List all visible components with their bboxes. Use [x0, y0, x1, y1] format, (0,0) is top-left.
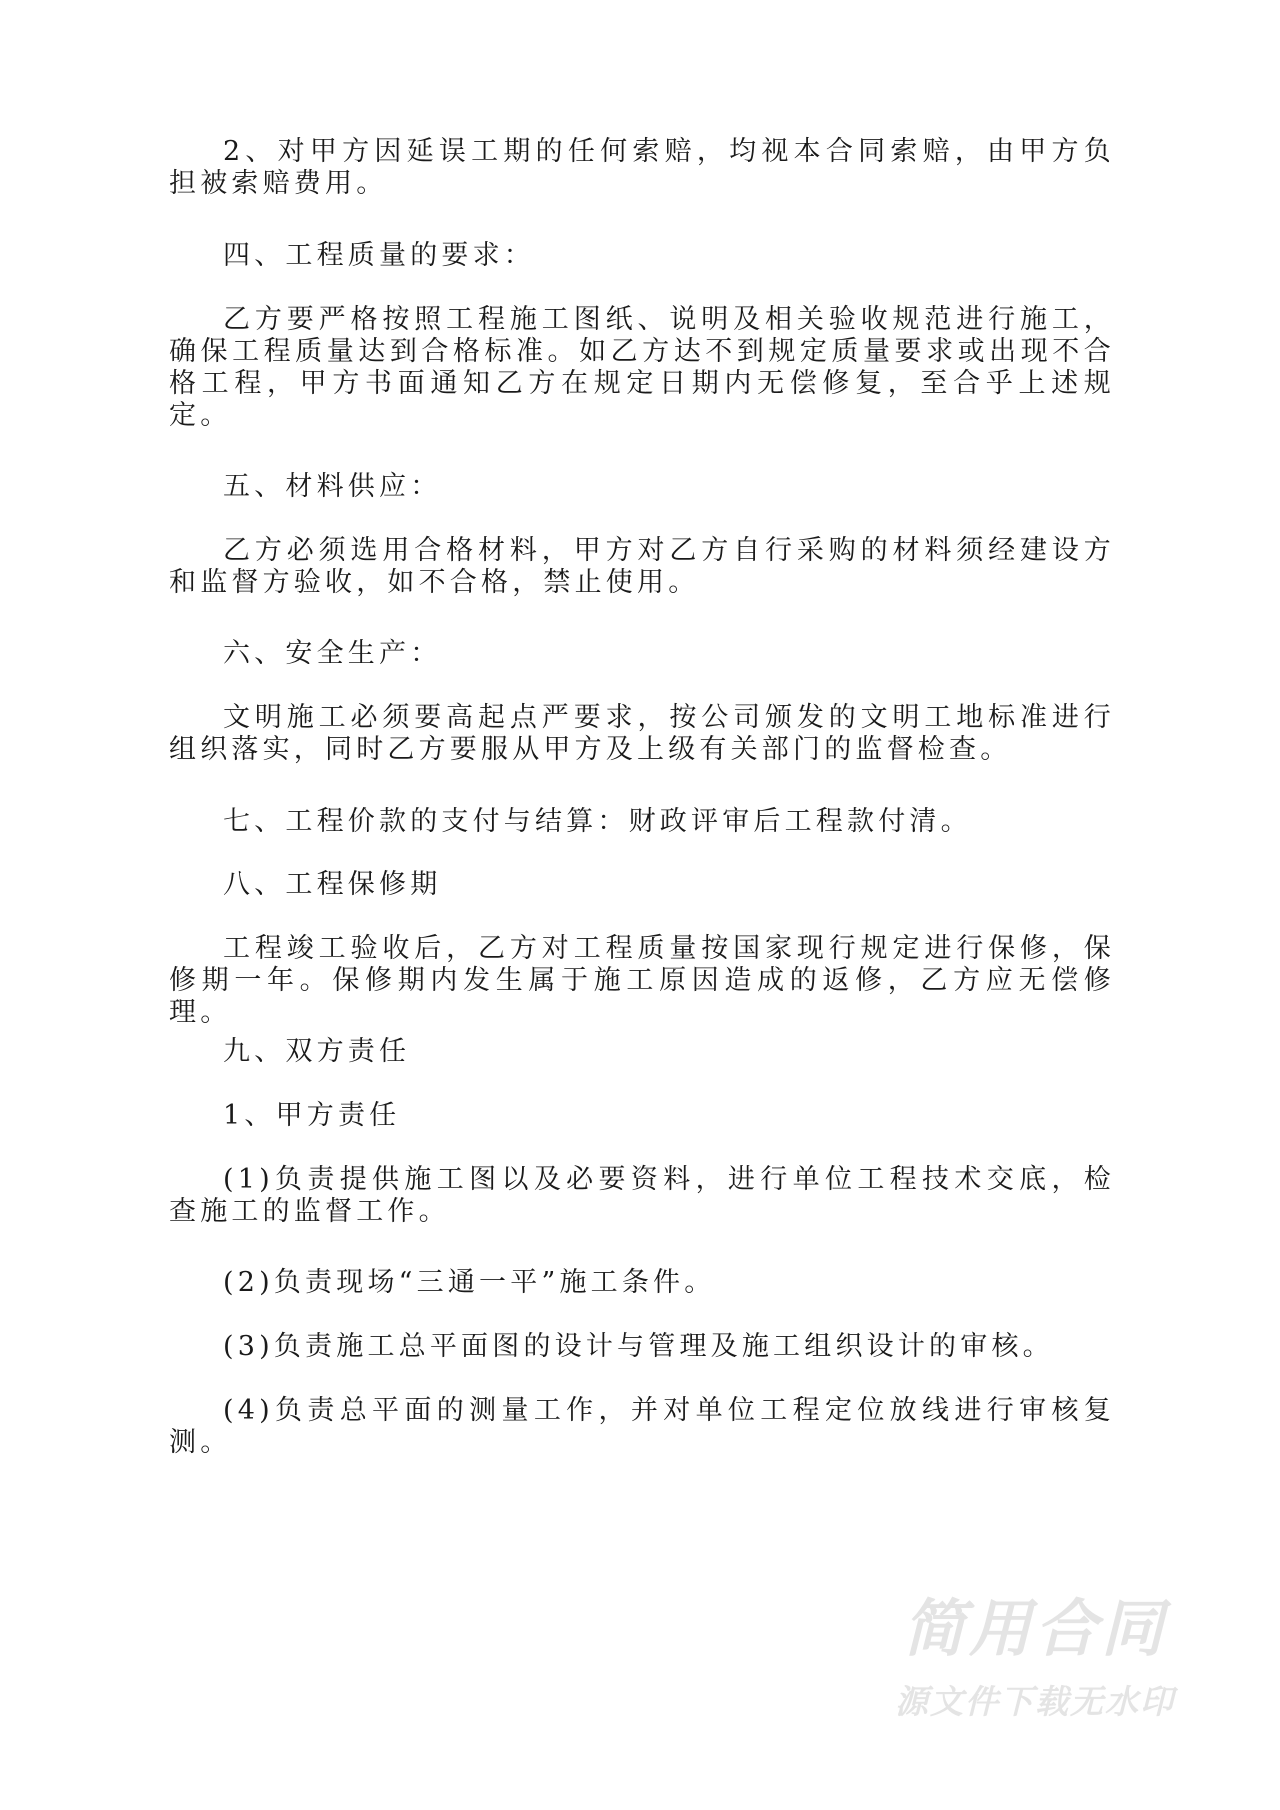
list-item-party-a-2: (2)负责现场“三通一平”施工条件。: [223, 1267, 716, 1298]
paragraph-section-6: 文明施工必须要高起点严要求，按公司颁发的文明工地标准进行组织落实，同时乙方要服从甲方及上级有关部门的监督检查。: [169, 702, 1115, 765]
paragraph-claim-2: 2、对甲方因延误工期的任何索赔，均视本合同索赔，由甲方负担被索赔费用。: [169, 136, 1115, 199]
paragraph-section-7: 七、工程价款的支付与结算：财政评审后工程款付清。: [223, 806, 972, 837]
heading-section-9: 九、双方责任: [223, 1036, 411, 1067]
heading-party-a: 1、甲方责任: [223, 1100, 401, 1131]
list-item-party-a-1: (1)负责提供施工图以及必要资料，进行单位工程技术交底，检查施工的监督工作。: [169, 1164, 1115, 1227]
watermark: [885, 1594, 1185, 1722]
heading-section-6: 六、安全生产：: [223, 638, 442, 669]
paragraph-section-5: 乙方必须选用合格材料，甲方对乙方自行采购的材料须经建设方和监督方验收，如不合格，禁止使用。: [169, 535, 1115, 598]
paragraph-section-4: 乙方要严格按照工程施工图纸、说明及相关验收规范进行施工，确保工程质量达到合格标准。如乙方达不到规定质量要求或出现不合格工程，甲方书面通知乙方在规定日期内无偿修复，至合乎上述规定。: [169, 304, 1115, 431]
watermark-main: 简用合同: [902, 1592, 1167, 1665]
paragraph-section-8: 工程竣工验收后，乙方对工程质量按国家现行规定进行保修，保修期一年。保修期内发生属于施工原因造成的返修，乙方应无偿修理。: [169, 933, 1115, 1028]
heading-section-8: 八、工程保修期: [223, 869, 442, 900]
list-item-party-a-3: (3)负责施工总平面图的设计与管理及施工组织设计的审核。: [223, 1331, 1054, 1362]
heading-section-5: 五、材料供应：: [223, 471, 442, 502]
heading-section-4: 四、工程质量的要求：: [223, 240, 535, 271]
list-item-party-a-4: (4)负责总平面的测量工作，并对单位工程定位放线进行审核复测。: [169, 1395, 1115, 1458]
watermark-sub: 源文件下载无水印: [895, 1682, 1175, 1721]
